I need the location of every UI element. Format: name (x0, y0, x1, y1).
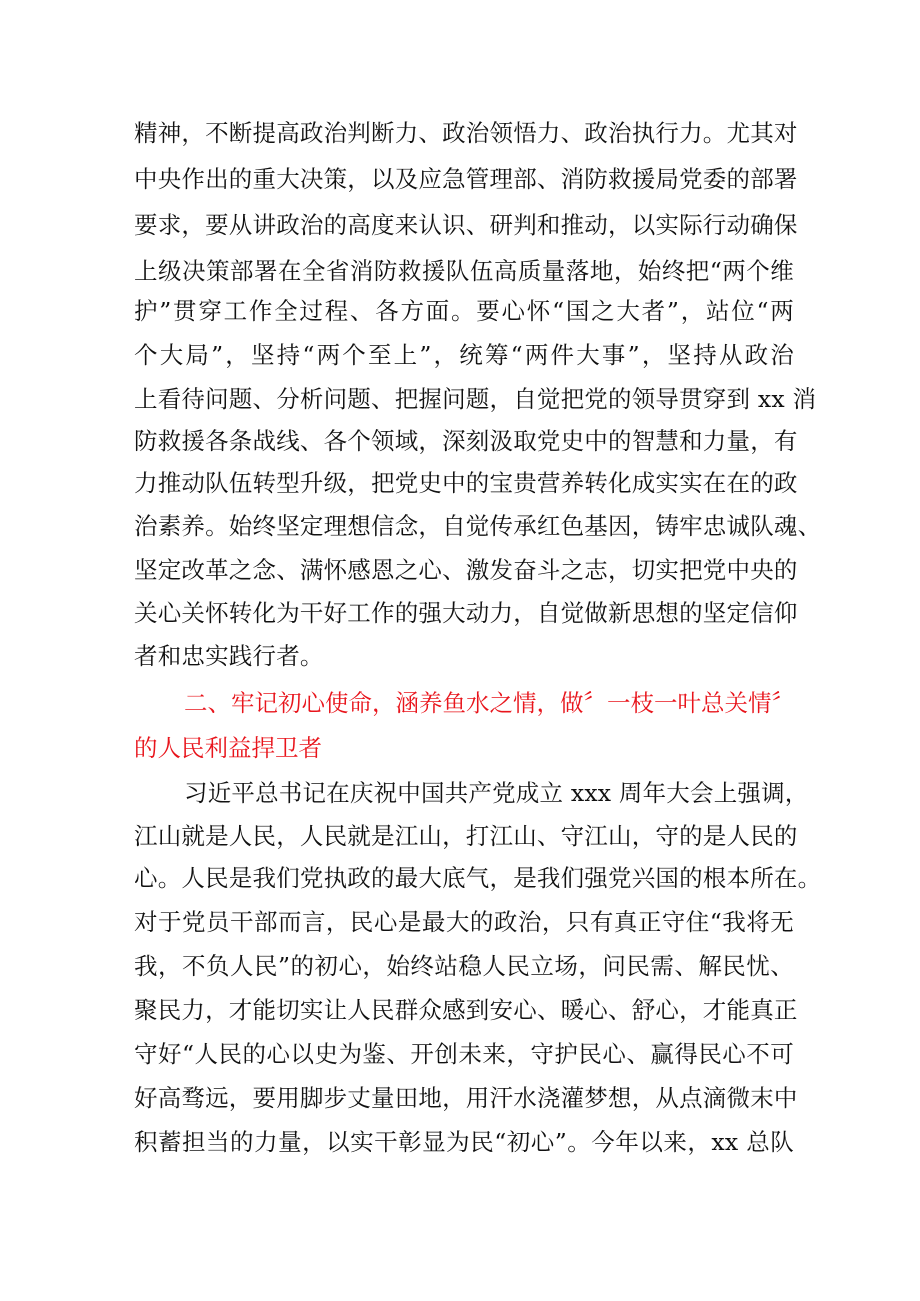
body-line: 好高骛远，要用脚步丈量田地，用汗水浇灌梦想，从点滴微末中 (134, 1084, 798, 1112)
body-line: 防救援各条战线、各个领域，深刻汲取党史中的智慧和力量，有 (134, 427, 798, 455)
body-line: 守好“人民的心以史为鉴、开创未来，守护民心、赢得民心不可 (134, 1040, 794, 1068)
body-line: 要求，要从讲政治的高度来认识、研判和推动，以实际行动确保 (134, 211, 798, 239)
body-line: 个大局”，坚持“两个至上”，统筹“两件大事”，坚持从政治 (134, 341, 794, 369)
section-heading-line-1: 二、牢记初心使命，涵养鱼水之情，做〞一枝一叶总关情〞 (184, 689, 795, 717)
body-line: 关心关怀转化为干好工作的强大动力，自觉做新思想的坚定信仰 (134, 599, 798, 627)
body-line: 力推动队伍转型升级，把党史中的宝贵营养转化成实实在在的政 (134, 469, 798, 497)
body-line: 心。人民是我们党执政的最大底气，是我们强党兴国的根本所在。 (134, 864, 822, 892)
body-line: 坚定改革之念、满怀感恩之心、激发奋斗之志，切实把党中央的 (134, 556, 798, 584)
body-line: 护”贯穿工作全过程、各方面。要心怀“国之大者”，站位“两 (134, 297, 794, 325)
body-line: 治素养。始终坚定理想信念，自觉传承红色基因，铸牢忠诚队魂、 (134, 512, 822, 540)
body-line: 习近平总书记在庆祝中国共产党成立 xxx 周年大会上强调， (184, 779, 809, 807)
section-heading-line-2: 的人民利益捍卫者 (134, 734, 322, 762)
body-line: 对于党员干部而言，民心是最大的政治，只有真正守住“我将无 (134, 908, 794, 936)
body-line: 我，不负人民”的初心，始终站稳人民立场，问民需、解民忧、 (134, 952, 794, 980)
body-line: 积蓄担当的力量，以实干彰显为民“初心”。今年以来，xx 总队 (134, 1128, 794, 1156)
body-line: 上级决策部署在全省消防救援队伍高质量落地，始终把“两个维 (134, 257, 794, 285)
body-line: 中央作出的重大决策，以及应急管理部、消防救援局党委的部署 (134, 165, 798, 193)
body-line: 聚民力，才能切实让人民群众感到安心、暖心、舒心，才能真正 (134, 996, 798, 1024)
body-line: 上看待问题、分析问题、把握问题，自觉把党的领导贯穿到 xx 消 (134, 385, 817, 413)
body-line: 精神，不断提高政治判断力、政治领悟力、政治执行力。尤其对 (134, 119, 798, 147)
body-line: 者和忠实践行者。 (134, 642, 324, 670)
body-line: 江山就是人民，人民就是江山，打江山、守江山，守的是人民的 (134, 822, 798, 850)
